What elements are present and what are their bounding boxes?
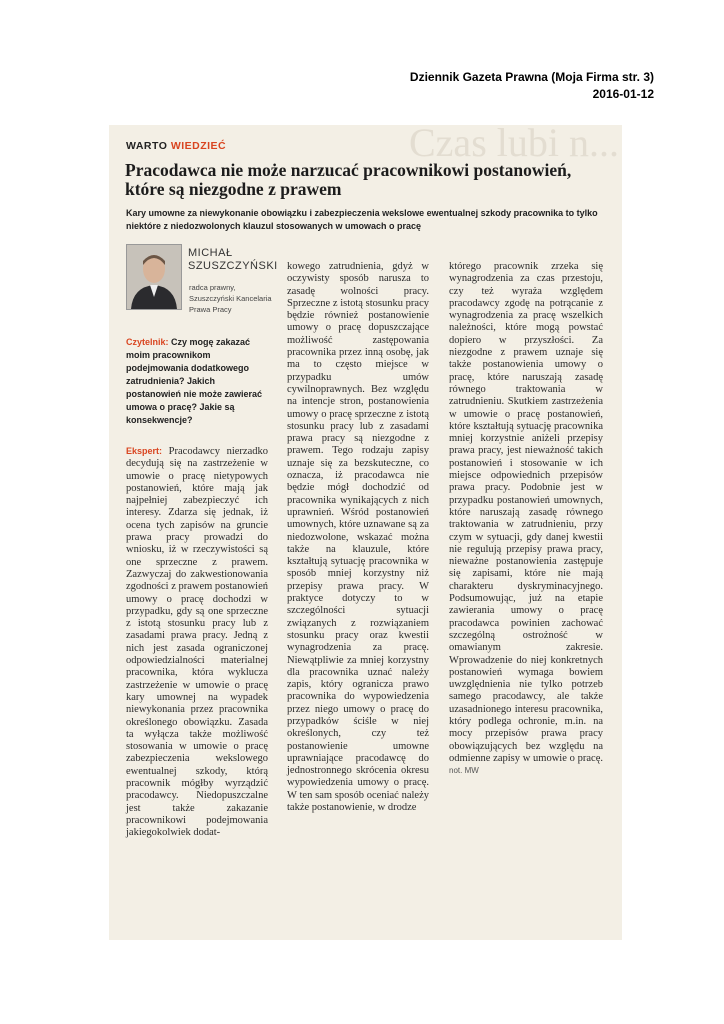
author-portrait-icon [127, 245, 181, 309]
answer-column-1 [126, 445, 268, 840]
author-signature: not. MW [449, 766, 479, 776]
author-name [188, 247, 278, 273]
article-lead: Kary umowne za niewykonanie obowiązku i zabezpieczenia wekslowe ewentualnej szkody pracownika to tylko niektóre z niedozwolonych klauzul stosowanych w umowach o pracę [126, 208, 598, 231]
reader-label: Czytelnik: [126, 337, 169, 347]
answer-column-3-text: którego pracownik zrzeka się wynagrodzenia za czas przestoju, czy też wyraża względem pracodawcy zgodę na potrącanie z wynagrodzenia za pracę wszelkich należności, które mogą powstać dopiero w przyszłości. Za niezgodne z prawem uznaje się także postanowienia umowy o pracę, które naruszają zasadę równego traktowania w zatrudnieniu. Skutkiem zastrzeżenia w umowie o pracę postanowień, które kształtują sytuację pracownika mniej korzystnie aniżeli przepisy prawa pracy, jest nieważność takich postanowień i stosowanie w ich miejsce odpowiednich przepisów prawa pracy. Podobnie jest w przypadku postanowień umownych, które naruszają zasadę równego traktowania w zatrudnieniu, przy czym w sytuacji, gdy danej kwestii nie regulują przepisy prawa pracy, nieważne postanowienia zastępuje się zapisami, które nie mają charakteru dyskryminacyjnego. Podsumowując, już na etapie zawierania umowy o pracę pracodawca powinien zachować szczególną ostrożność w omawianym zakresie. Wprowadzenie do niej konkretnych postanowień wymaga bowiem uwzględnienia nie tylko potrzeb samego pracodawcy, ale także uzasadnionego interesu pracownika, który podlega ochronie, m.in. na mocy przepisów prawa pracy obowiązujących bez względu na odmienne zapisy w umowie o pracę. [449, 261, 603, 764]
article-headline: Pracodawca nie może narzucać pracownikowi postanowień, które są niezgodne z prawem [125, 160, 572, 199]
author-first-name: MICHAŁ [188, 247, 233, 259]
rubric-accent: WIEDZIEĆ [170, 140, 227, 152]
reader-question [126, 336, 268, 427]
clipping-source: Dziennik Gazeta Prawna (Moja Firma str. 3) [409, 70, 654, 84]
author-photo [126, 244, 182, 310]
answer-column-1-text: Pracodawcy nierzadko decydują się na zastrzeżenie w umowie o pracę nietypowych postanowień, które mają jak najpełniej zabezpieczyć ich interesy. Zdarza się jednak, iż ocena tych zapisów na gruncie prawa pracy prowadzi do wniosku, iż w rzeczywistości są one sprzeczne z prawem. Zazwyczaj do zakwestionowania zgodności z prawem postanowień umowy o pracę dochodzi w przypadku, gdy są one sprzeczne z istotą stosunku pracy lub z zasadami prawa pracy. Jedną z nich jest zasada ograniczonej odpowiedzialności materialnej pracownika, która wyklucza zastrzeżenie w umowie o pracę kary umownej na wypadek niewykonania przez pracownika określonego obowiązku. Zasada ta wyłącza także możliwość stosowania w umowie o pracę zabezpieczenia wekslowego ewentualnej szkody, którą pracownik mógłby wyrządzić pracodawcy. Niedopuszczalne jest także zakazanie pracownikowi podejmowania jakiegokolwiek dodat- [126, 446, 269, 839]
background-headline: Czas lubi n... [409, 125, 619, 165]
reader-question-text: Czy mogę zakazać moim pracownikom podejmowania dodatkowego zatrudnienia? Jakich postanowień nie może zawierać umowa o pracę? Jakie są konsekwencje? [126, 337, 263, 425]
rubric-prefix: WARTO [126, 140, 168, 152]
press-clipping [109, 125, 622, 940]
expert-label: Ekspert: [126, 446, 163, 456]
author-role: radca prawny, Szuszczyński Kancelaria Prawa Pracy [189, 283, 272, 314]
rubric [126, 140, 226, 152]
clipping-date: 2016-01-12 [592, 87, 654, 101]
answer-column-3 [449, 261, 603, 777]
answer-column-2: kowego zatrudnienia, gdyż w oczywisty sposób narusza to zasadę wolności pracy. Sprzeczne z istotą stosunku pracy będzie również postanowienie umowy o pracę dopuszczające możliwość zastępowania pracownika przez inną osobę, jak ma to często miejsce w przypadku umów cywilnoprawnych. Bez względu na intencje stron, postanowienia umowy o pracę sprzeczne z istotą stosunku pracy lub z zasadami prawa pracy są niezgodne z prawem. Tego rodzaju zapisy uznaje się za bezskuteczne, co oznacza, iż pracodawca nie będzie mógł dochodzić od pracownika wynikających z nich uprawnień. Wśród postanowień umownych, które uznawane są za niedozwolone, wskazać można także na klauzule, które kształtują sytuację pracownika w sposób mniej korzystny niż przepisy prawa pracy. W praktyce dotyczy to w szczególności sytuacji związanych z rozwiązaniem stosunku pracy oraz kwestii wynagrodzenia za pracę. Niewątpliwie za mniej korzystny dla pracownika uznać należy zapis, który ogranicza prawo pracownika do wypowiedzenia przez niego umowy o pracę do przypadków ściśle w niej określonych, czy też postanowienie umowne uprawniające pracodawcę do jednostronnego skrócenia okresu wypowiedzenia umowy o pracę. W ten sam sposób oceniać należy także postanowienie, w drodze [287, 261, 429, 814]
author-last-name: SZUSZCZYŃSKI [188, 260, 278, 272]
